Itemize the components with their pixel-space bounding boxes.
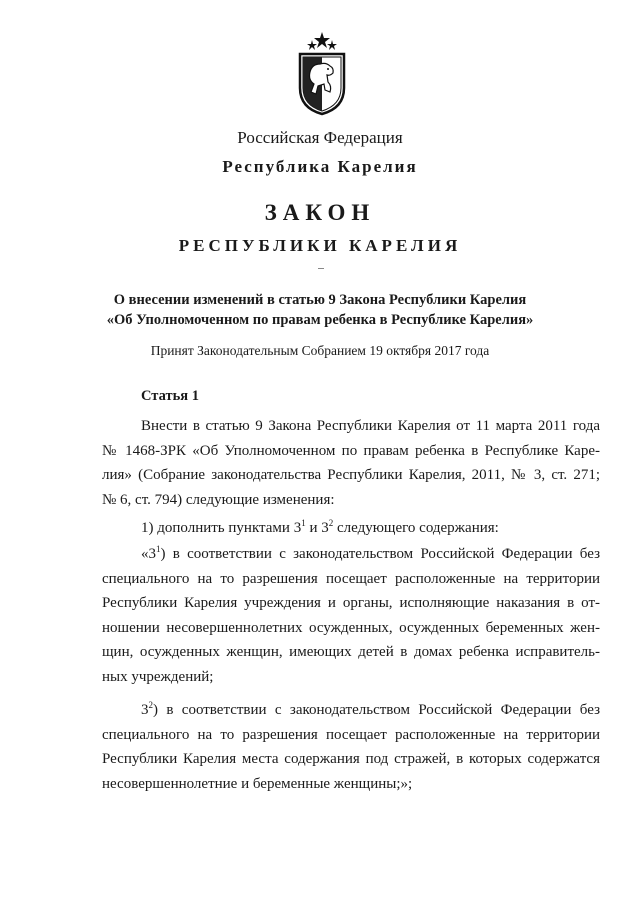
law-name-line: «Об Уполномоченном по правам ребенка в Республике Карелия» xyxy=(106,312,534,328)
law-name xyxy=(0,290,640,330)
paragraph-line: № 6, ст. 794) следующие изменения: xyxy=(102,491,335,508)
country-name: Российская Федерация xyxy=(237,128,403,147)
paragraph-line: лия» (Собрание законодательства Республики Карелия, 2011, № 3, ст. 271; xyxy=(102,467,600,484)
republic-name: Республика Карелия xyxy=(222,157,418,176)
paragraph-line: Внести в статью 9 Закона Республики Карелия от 11 марта 2011 года xyxy=(141,418,600,434)
amendment-item-1 xyxy=(102,516,600,541)
new-point-3-1 xyxy=(102,542,600,690)
paragraph-line: специального на то разрешения посещает расположенные на территории xyxy=(102,726,600,743)
paragraph-line: ных учреждений; xyxy=(102,668,214,685)
document-subtitle: РЕСПУБЛИКИ КАРЕЛИЯ xyxy=(178,236,462,255)
adoption-date: Принят Законодательным Собранием 19 октября 2017 года xyxy=(150,343,490,358)
paragraph-line: несовершеннолетние и беременные женщины;»; xyxy=(102,775,413,792)
paragraph-line: Республики Карелия учреждения и органы, исполняющие наказания в от- xyxy=(102,595,600,612)
article-intro-paragraph xyxy=(102,414,600,512)
paragraph-line: 1) дополнить пунктами $3^1$ и $3^2$ следующего содержания: xyxy=(141,518,499,536)
paragraph-line: ношении несовершеннолетних осужденных, осужденных беременных жен- xyxy=(102,619,600,636)
document-title: ЗАКОН xyxy=(264,200,376,225)
law-name-line: О внесении изменений в статью 9 Закона Республики Карелия xyxy=(113,292,527,308)
paragraph-line: $3^2$) в соответствии с законодательством Российской Федерации без xyxy=(141,700,600,718)
paragraph-line: № 1468-ЗРК «Об Уполномоченном по правам ребенка в Республике Каре- xyxy=(102,442,600,459)
paragraph-line: Республики Карелия места содержания под стражей, в которых содержатся xyxy=(102,751,600,768)
new-point-3-2 xyxy=(102,698,600,796)
paragraph-line: «$3^1$) в соответствии с законодательством Российской Федерации без xyxy=(141,544,600,562)
article-heading: Статья 1 xyxy=(141,388,199,404)
paragraph-line: щин, осужденных женщин, имеющих детей в домах ребенка исправитель- xyxy=(102,644,600,661)
separator-mark xyxy=(318,268,324,269)
karelia-coat-of-arms-icon xyxy=(294,32,350,116)
paragraph-line: специального на то разрешения посещает расположенные на территории xyxy=(102,570,600,587)
